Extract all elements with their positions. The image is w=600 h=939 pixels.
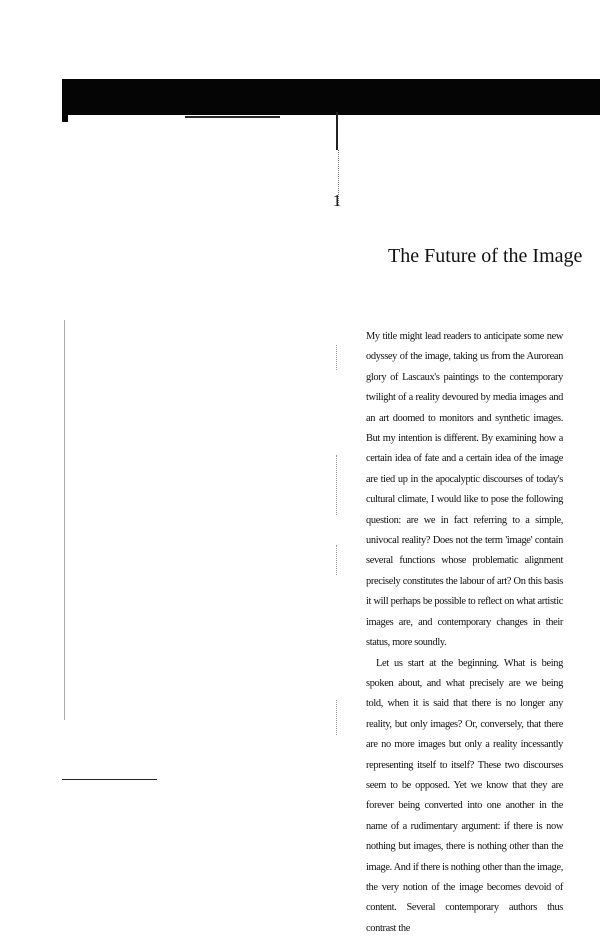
scan-top-band bbox=[62, 79, 600, 115]
body-paragraph: Let us start at the beginning. What is being spoken about, and what precisely are we being told, when it is said that there is no longer any reality, but only images? Or, conversely, that there are no more images but only a reality incessantly representing itself to itself? These two discourses seem to be opposed. Yet we know that they are forever being converted into one another in the name of a rudimentary argument: if there is now nothing but images, there is nothing other than the image. And if there is nothing other than the image, the very notion of the image becomes devoid of content. Several contemporary authors thus contrast the bbox=[366, 654, 563, 939]
chapter-number: 1 bbox=[212, 191, 462, 211]
scan-bottom-rule bbox=[62, 779, 157, 780]
book-gutter-marks bbox=[336, 345, 338, 370]
chapter-body bbox=[366, 327, 563, 939]
scan-mark bbox=[185, 116, 280, 118]
book-gutter-marks bbox=[336, 545, 338, 575]
book-gutter-marks bbox=[336, 700, 338, 735]
scan-band-edge bbox=[62, 112, 68, 122]
book-gutter-marks bbox=[336, 455, 338, 515]
body-paragraph: My title might lead readers to anticipate some new odyssey of the image, taking us from the Aurorean glory of Lascaux's paintings to the contemporary twilight of a reality devoured by media images and an art doomed to monitors and synthetic images. But my intention is different. By examining how a certain idea of fate and a certain idea of the image are tied up in the apocalyptic discourses of today's cultural climate, I would like to pose the following question: are we in fact referring to a simple, univocal reality? Does not the term 'image' contain several functions whose problematic alignment precisely constitutes the labour of art? On this basis it will perhaps be possible to reflect on what artistic images are, and contemporary changes in their status, more soundly. bbox=[366, 327, 563, 654]
page-edge-line bbox=[64, 320, 65, 720]
book-spine-line bbox=[336, 112, 338, 150]
chapter-title: The Future of the Image bbox=[388, 244, 548, 268]
